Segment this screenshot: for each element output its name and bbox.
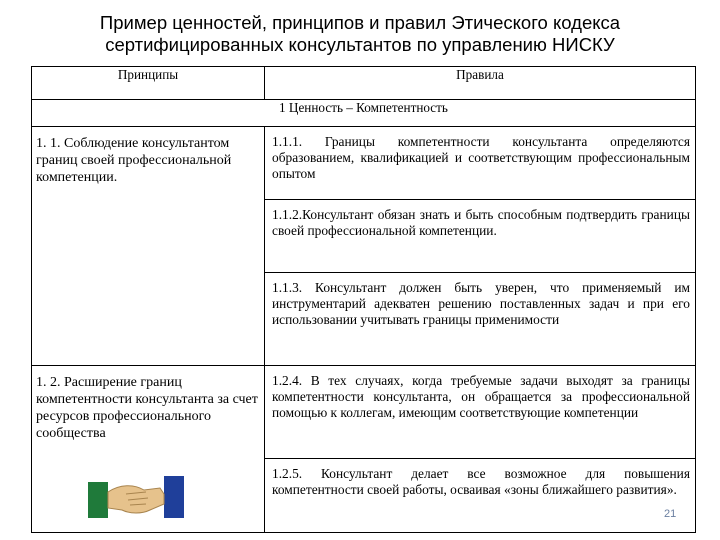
table-row bbox=[32, 366, 696, 459]
rule-1-1-1: 1.1.1. Границы компетентности консультанта определяются образованием, квалификацией и соответствующим профессиональным опытом bbox=[265, 127, 696, 200]
rule-1-1-3: 1.1.3. Консультант должен быть уверен, что применяемый им инструментарий адекватен решению поставленных задач и при его использовании учитывать границы применимости bbox=[265, 273, 696, 366]
title-line-2: сертифицированных консультантов по управлению НИСКУ bbox=[105, 34, 615, 55]
header-rules: Правила bbox=[265, 67, 696, 100]
section-title: 1 Ценность – Компетентность bbox=[32, 100, 696, 127]
handshake-icon bbox=[86, 470, 186, 520]
rule-1-2-4: 1.2.4. В тех случаях, когда требуемые задачи выходят за границы компетентности консультанта, он обращается за профессиональной помощью к коллегам, имеющим соответствующие компетенции bbox=[265, 366, 696, 459]
page-number: 21 bbox=[664, 508, 677, 520]
rule-1-2-5: 1.2.5. Консультант делает все возможное для повышения компетентности своей работы, осваивая «зоны ближайшего развития». bbox=[265, 459, 696, 533]
blue-sleeve bbox=[164, 476, 184, 518]
green-sleeve bbox=[88, 482, 108, 518]
header-principles: Принципы bbox=[32, 67, 265, 100]
principle-1-2: 1. 2. Расширение границ компетентности консультанта за счет ресурсов профессионального сообщества bbox=[32, 366, 265, 533]
section-row bbox=[32, 100, 696, 127]
slide-title bbox=[0, 12, 720, 56]
ethics-table bbox=[31, 66, 696, 533]
table-row bbox=[32, 127, 696, 200]
title-line-1: Пример ценностей, принципов и правил Этического кодекса bbox=[99, 12, 621, 33]
principle-1-1: 1. 1. Соблюдение консультантом границ своей профессиональной компетенции. bbox=[32, 127, 265, 366]
header-row bbox=[32, 67, 696, 100]
rule-1-1-2: 1.1.2.Консультант обязан знать и быть способным подтвердить границы своей профессиональной компетенции. bbox=[265, 200, 696, 273]
